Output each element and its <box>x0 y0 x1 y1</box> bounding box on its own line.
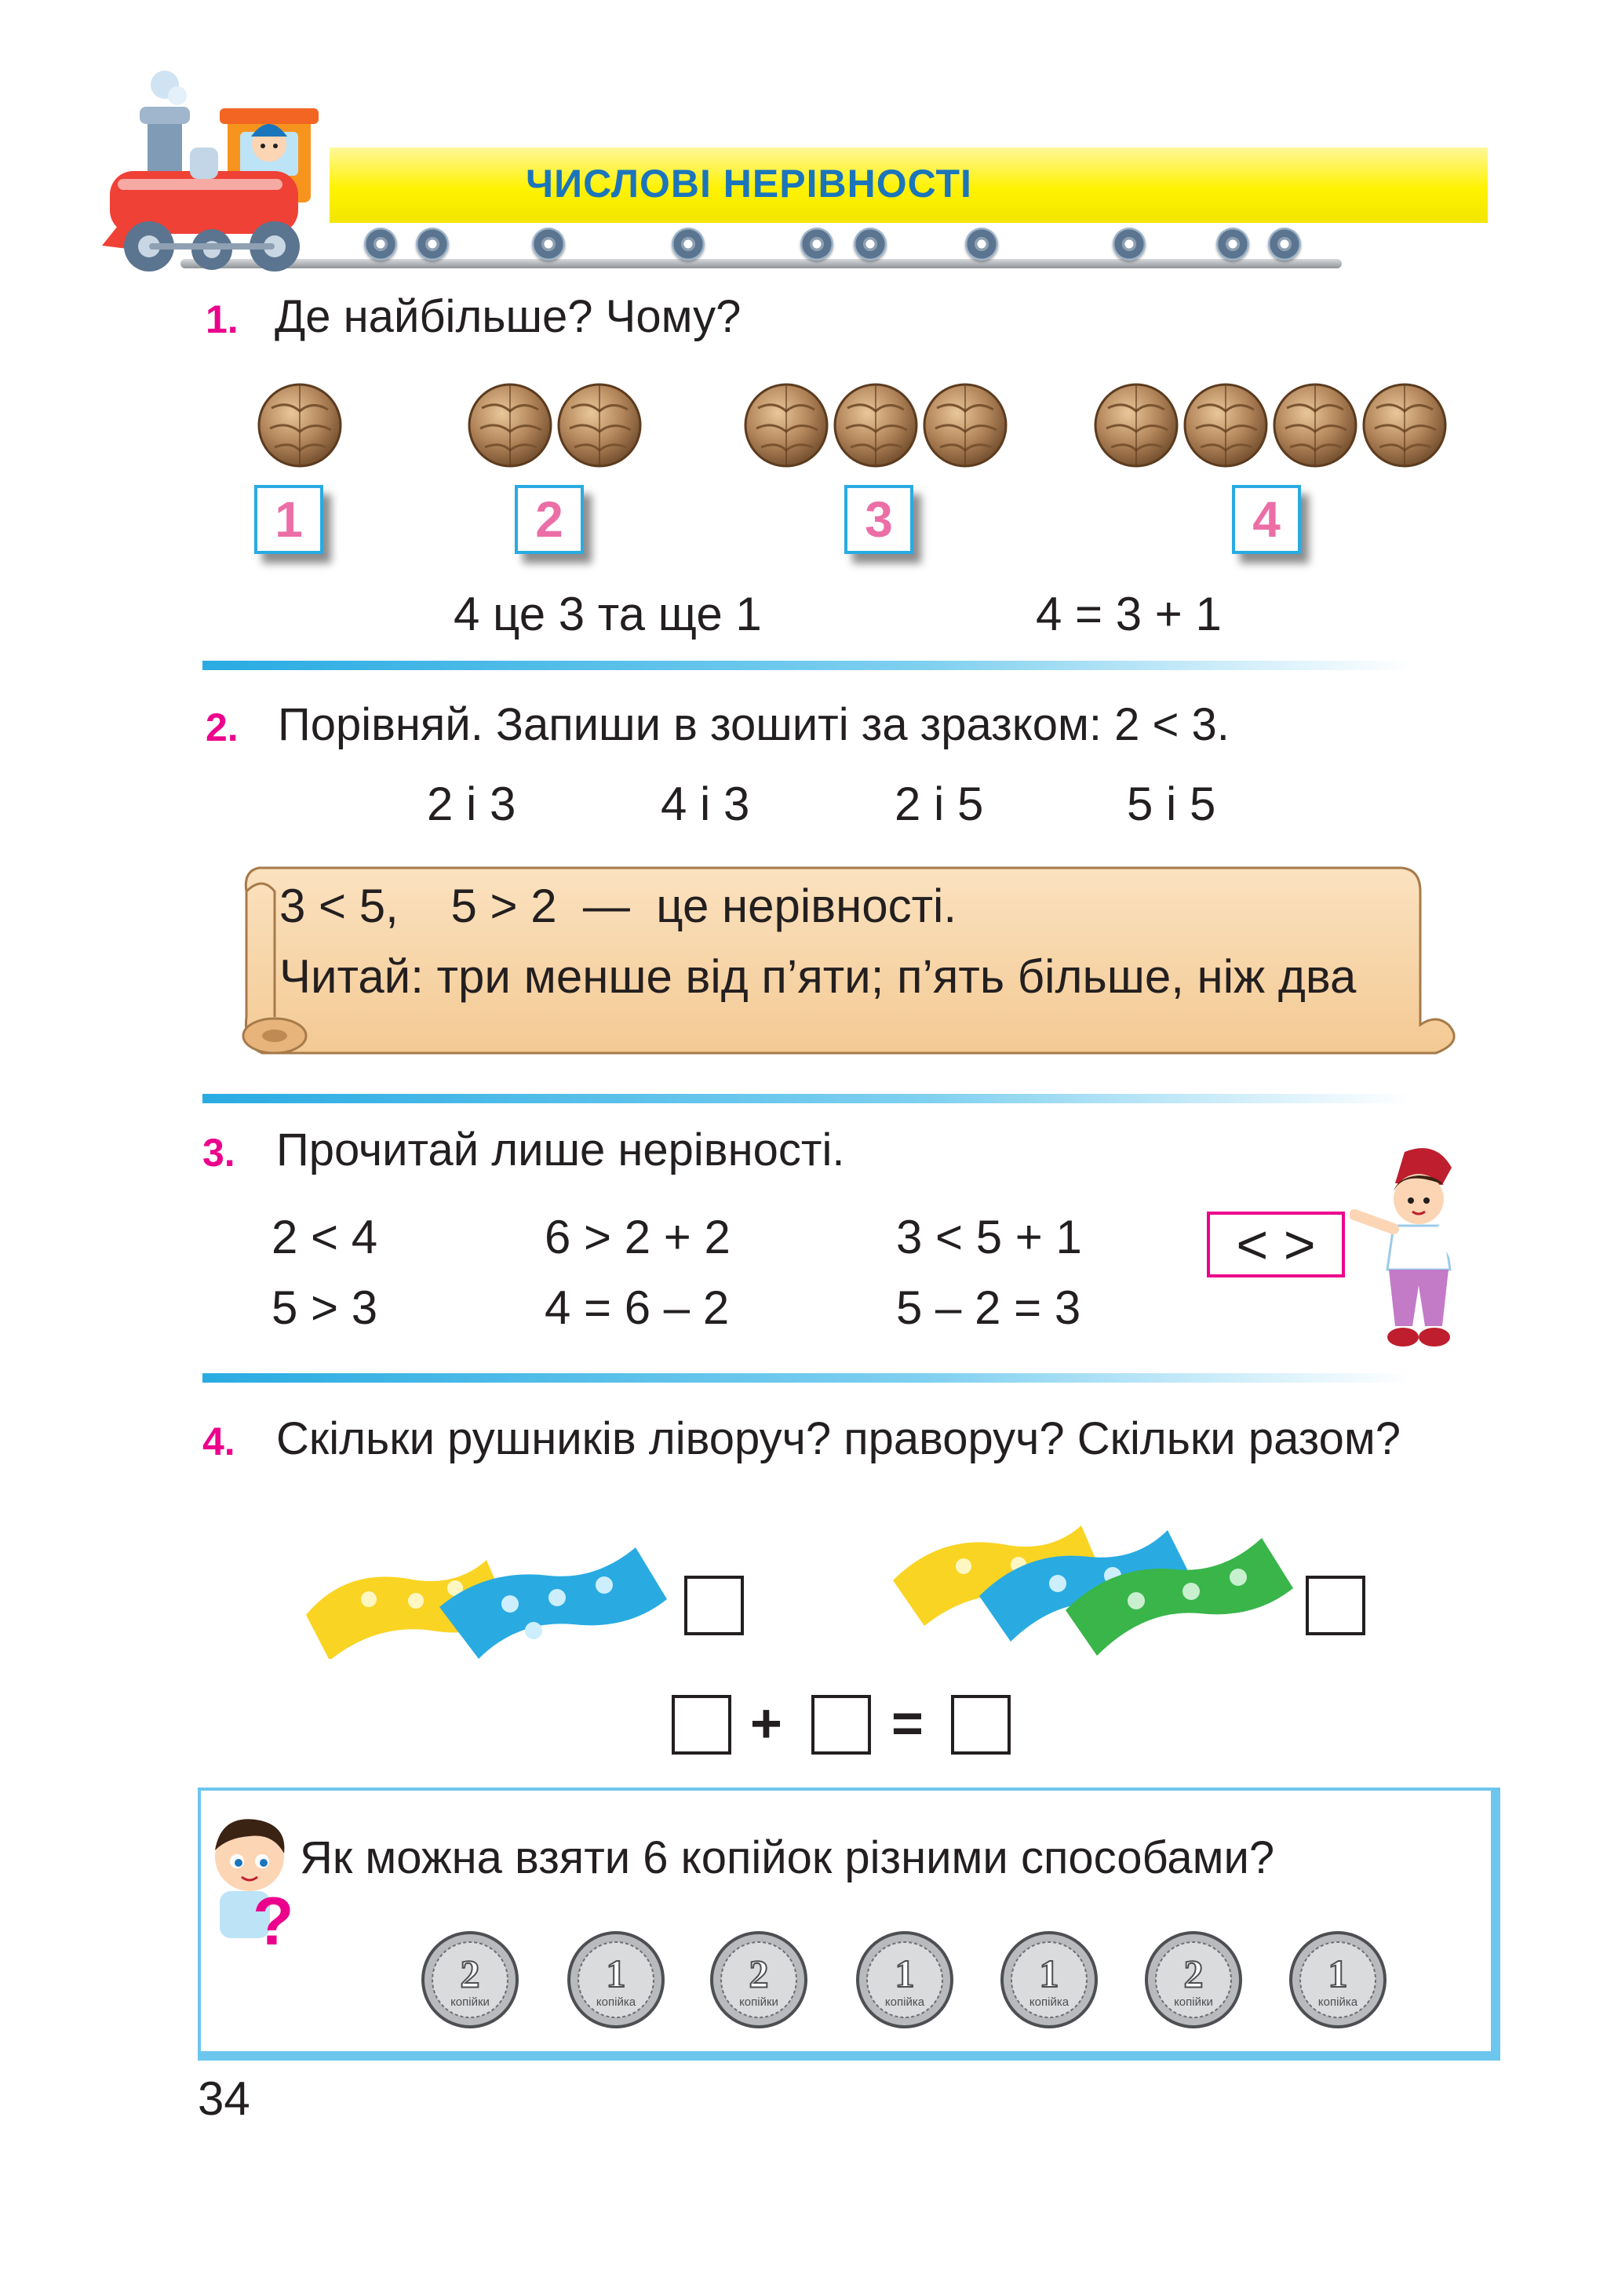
addend-box[interactable] <box>672 1695 731 1755</box>
comparison-pair: 5 і 5 <box>1127 778 1216 830</box>
coin-icon <box>421 1930 519 2029</box>
addend-box[interactable] <box>811 1695 871 1755</box>
thinking-boy-icon <box>206 1813 298 1946</box>
sum-box[interactable] <box>951 1695 1011 1755</box>
equation-text: 4 = 3 + 1 <box>1036 588 1222 640</box>
task-question: Прочитай лише нерівності. <box>276 1124 845 1175</box>
wagon-wheel-icon <box>800 228 833 261</box>
task-question: Порівняй. Запиши в зошиті за зразком: 2 < 3. <box>278 699 1230 750</box>
task-question: Скільки рушників ліворуч? праворуч? Скільки разом? <box>276 1413 1401 1464</box>
walnut-icon <box>1271 377 1359 469</box>
statement-text: 4 це 3 та ще 1 <box>454 588 762 640</box>
coin-value: 2 <box>749 1952 769 1995</box>
page-number: 34 <box>198 2072 250 2125</box>
comparison-pair: 2 і 5 <box>895 778 984 830</box>
wagon-wheel-icon <box>1268 228 1301 261</box>
answer-box[interactable] <box>1306 1576 1365 1635</box>
scroll-line-2: Читай: три менше від п’яти; п’ять більше, ніж два <box>279 950 1357 1003</box>
task-number: 4. <box>202 1420 235 1463</box>
coin-value: 1 <box>1039 1952 1059 1995</box>
wagon-wheel-icon <box>416 228 449 261</box>
comparison-pair: 4 і 3 <box>661 778 750 830</box>
coin-value: 1 <box>1328 1952 1348 1995</box>
task-number: 2. <box>206 705 239 749</box>
wagon-wheel-icon <box>364 228 397 261</box>
expression: 4 = 6 – 2 <box>545 1281 730 1334</box>
scroll-line-1: 3 < 5, 5 > 2 — це нерівності. <box>279 880 957 932</box>
task-number: 1. <box>206 297 239 341</box>
wagon-wheel-icon <box>965 228 998 261</box>
walnut-icon <box>1361 377 1448 469</box>
wagon-wheel-icon <box>1113 228 1146 261</box>
coin-icon <box>709 1930 808 2029</box>
expression: 3 < 5 + 1 <box>896 1211 1082 1263</box>
coin-label: копійки <box>450 1995 490 2009</box>
walnut-icon <box>832 377 920 469</box>
train-locomotive-icon <box>102 69 337 275</box>
coin-value: 2 <box>460 1952 480 1995</box>
coin-icon <box>567 1930 665 2029</box>
task-number: 3. <box>202 1131 235 1175</box>
coin-label: копійка <box>1029 1995 1070 2009</box>
walnut-icon <box>256 377 344 469</box>
walnut-icon <box>466 377 554 469</box>
answer-box[interactable] <box>684 1576 744 1635</box>
coin-label: копійка <box>596 1995 636 2009</box>
separator-line <box>202 1094 1411 1103</box>
wagon-wheel-icon <box>854 228 887 261</box>
towels-right-group <box>885 1494 1309 1659</box>
expression: 6 > 2 + 2 <box>545 1211 731 1263</box>
expression: 5 > 3 <box>271 1281 378 1334</box>
wagon-wheel-icon <box>672 228 705 261</box>
wagon-wheel-icon <box>1216 228 1249 261</box>
coin-value: 2 <box>1183 1952 1204 1995</box>
walnut-icon <box>1092 377 1180 469</box>
walnut-icon <box>921 377 1009 469</box>
walnut-icon <box>1182 377 1270 469</box>
count-card: 4 <box>1232 485 1301 554</box>
coin-value: 1 <box>606 1952 626 1995</box>
svg-text:?: ? <box>253 1884 294 1946</box>
equals-sign: = <box>891 1693 924 1754</box>
coin-label: копійка <box>884 1995 925 2009</box>
task-question: Де найбільше? Чому? <box>275 291 742 342</box>
inequality-signs-box: < > <box>1207 1212 1345 1277</box>
coin-label: копійка <box>1317 1995 1358 2009</box>
separator-line <box>202 661 1411 670</box>
coin-value: 1 <box>895 1952 915 1995</box>
wagon-wheel-icon <box>532 228 565 261</box>
coin-icon <box>1288 1930 1387 2029</box>
expression: 2 < 4 <box>271 1211 378 1263</box>
comparison-pair: 2 і 3 <box>427 778 516 830</box>
count-card: 2 <box>515 485 584 554</box>
boy-character-icon <box>1350 1144 1483 1354</box>
coin-icon <box>855 1930 954 2029</box>
coin-icon <box>1000 1930 1099 2029</box>
count-card: 3 <box>844 485 913 554</box>
coin-label: копійки <box>1174 1995 1213 2009</box>
coin-label: копійки <box>739 1995 778 2009</box>
expression: 5 – 2 = 3 <box>896 1281 1081 1334</box>
walnut-icon <box>742 377 830 469</box>
page-title: ЧИСЛОВІ НЕРІВНОСТІ <box>526 162 972 206</box>
coin-icon <box>1144 1930 1243 2029</box>
towels-left-group <box>298 1513 683 1659</box>
separator-line <box>202 1373 1411 1383</box>
train-rail <box>180 259 1342 268</box>
count-card: 1 <box>254 485 323 554</box>
walnut-icon <box>556 377 643 469</box>
bonus-question: Як можна взяти 6 копійок різними способами? <box>300 1832 1275 1883</box>
plus-sign: + <box>750 1693 782 1754</box>
